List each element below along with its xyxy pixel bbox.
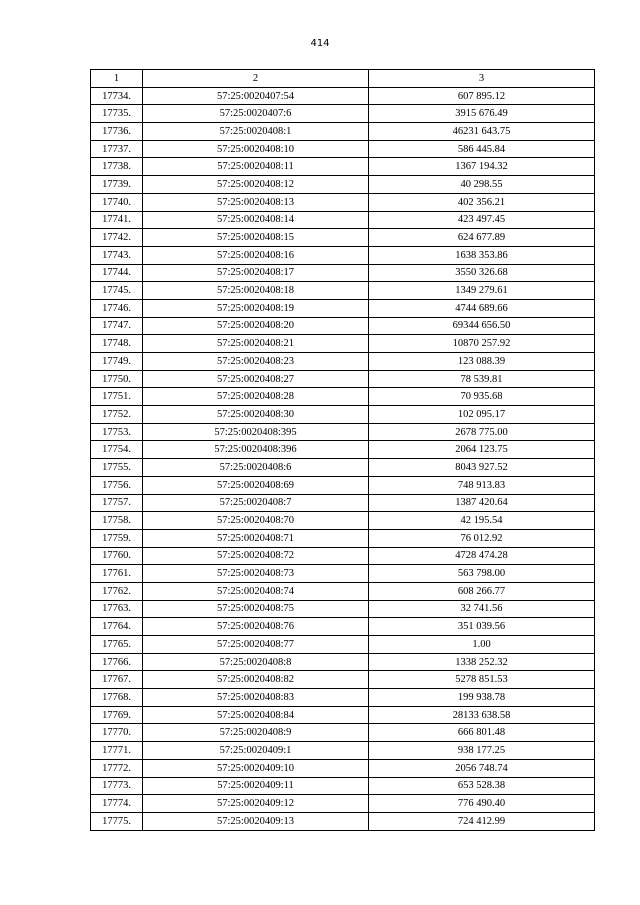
cadastral-value-cell: 748 913.83 [369, 476, 595, 494]
cadastral-value-cell: 4728 474.28 [369, 547, 595, 565]
row-index-cell: 17739. [91, 176, 143, 194]
cadastral-value-cell: 1367 194.32 [369, 158, 595, 176]
row-index-cell: 17757. [91, 494, 143, 512]
table-row [91, 689, 595, 707]
row-index-cell: 17751. [91, 388, 143, 406]
row-index-cell: 17744. [91, 264, 143, 282]
column-header-value: 3 [369, 70, 595, 88]
cadastral-number-cell: 57:25:0020408:10 [143, 140, 369, 158]
cadastral-number-cell: 57:25:0020408:395 [143, 423, 369, 441]
cadastral-value-cell: 46231 643.75 [369, 123, 595, 141]
row-index-cell: 17761. [91, 565, 143, 583]
cadastral-number-cell: 57:25:0020408:15 [143, 229, 369, 247]
row-index-cell: 17746. [91, 299, 143, 317]
cadastral-value-cell: 8043 927.52 [369, 459, 595, 477]
table-row [91, 370, 595, 388]
table-row [91, 335, 595, 353]
row-index-cell: 17735. [91, 105, 143, 123]
table-header-row [91, 70, 595, 88]
cadastral-number-cell: 57:25:0020408:9 [143, 724, 369, 742]
cadastral-value-cell: 563 798.00 [369, 565, 595, 583]
table-row [91, 512, 595, 530]
cadastral-value-cell: 76 012.92 [369, 529, 595, 547]
table-row [91, 724, 595, 742]
table-row [91, 388, 595, 406]
table-row [91, 423, 595, 441]
cadastral-number-cell: 57:25:0020408:82 [143, 671, 369, 689]
cadastral-number-cell: 57:25:0020408:8 [143, 653, 369, 671]
cadastral-number-cell: 57:25:0020408:28 [143, 388, 369, 406]
cadastral-number-cell: 57:25:0020409:11 [143, 777, 369, 795]
row-index-cell: 17749. [91, 353, 143, 371]
cadastral-value-cell: 1338 252.32 [369, 653, 595, 671]
row-index-cell: 17736. [91, 123, 143, 141]
row-index-cell: 17766. [91, 653, 143, 671]
cadastral-number-cell: 57:25:0020409:10 [143, 759, 369, 777]
cadastral-value-cell: 70 935.68 [369, 388, 595, 406]
cadastral-number-cell: 57:25:0020409:1 [143, 742, 369, 760]
cadastral-value-cell: 199 938.78 [369, 689, 595, 707]
row-index-cell: 17772. [91, 759, 143, 777]
row-index-cell: 17750. [91, 370, 143, 388]
table-row [91, 87, 595, 105]
cadastral-number-cell: 57:25:0020408:72 [143, 547, 369, 565]
row-index-cell: 17767. [91, 671, 143, 689]
cadastral-value-cell: 351 039.56 [369, 618, 595, 636]
table-row [91, 812, 595, 830]
cadastral-value-cell: 3550 326.68 [369, 264, 595, 282]
table-row [91, 636, 595, 654]
table-body [91, 87, 595, 830]
cadastral-number-cell: 57:25:0020407:54 [143, 87, 369, 105]
row-index-cell: 17760. [91, 547, 143, 565]
cadastral-value-cell: 653 528.38 [369, 777, 595, 795]
cadastral-value-cell: 78 539.81 [369, 370, 595, 388]
cadastral-value-cell: 938 177.25 [369, 742, 595, 760]
cadastral-value-cell: 1349 279.61 [369, 282, 595, 300]
row-index-cell: 17770. [91, 724, 143, 742]
cadastral-number-cell: 57:25:0020409:12 [143, 795, 369, 813]
row-index-cell: 17755. [91, 459, 143, 477]
cadastral-number-cell: 57:25:0020408:20 [143, 317, 369, 335]
cadastral-number-cell: 57:25:0020408:12 [143, 176, 369, 194]
cadastral-number-cell: 57:25:0020408:74 [143, 582, 369, 600]
table-row [91, 353, 595, 371]
table-row [91, 618, 595, 636]
cadastral-number-cell: 57:25:0020408:76 [143, 618, 369, 636]
row-index-cell: 17747. [91, 317, 143, 335]
table-row [91, 406, 595, 424]
table-row [91, 529, 595, 547]
cadastral-value-cell: 402 356.21 [369, 193, 595, 211]
cadastral-value-cell: 1.00 [369, 636, 595, 654]
table-row [91, 706, 595, 724]
cadastral-number-cell: 57:25:0020408:6 [143, 459, 369, 477]
cadastral-value-cell: 423 497.45 [369, 211, 595, 229]
cadastral-number-cell: 57:25:0020408:21 [143, 335, 369, 353]
cadastral-number-cell: 57:25:0020408:13 [143, 193, 369, 211]
cadastral-number-cell: 57:25:0020408:396 [143, 441, 369, 459]
row-index-cell: 17748. [91, 335, 143, 353]
row-index-cell: 17741. [91, 211, 143, 229]
cadastral-number-cell: 57:25:0020408:83 [143, 689, 369, 707]
cadastral-number-cell: 57:25:0020408:30 [143, 406, 369, 424]
cadastral-value-cell: 776 490.40 [369, 795, 595, 813]
row-index-cell: 17765. [91, 636, 143, 654]
row-index-cell: 17752. [91, 406, 143, 424]
row-index-cell: 17764. [91, 618, 143, 636]
cadastral-value-cell: 666 801.48 [369, 724, 595, 742]
cadastral-value-cell: 724 412.99 [369, 812, 595, 830]
table-row [91, 123, 595, 141]
row-index-cell: 17754. [91, 441, 143, 459]
cadastral-number-cell: 57:25:0020408:27 [143, 370, 369, 388]
cadastral-value-table [90, 69, 595, 831]
row-index-cell: 17737. [91, 140, 143, 158]
table-row [91, 494, 595, 512]
row-index-cell: 17758. [91, 512, 143, 530]
table-row [91, 759, 595, 777]
cadastral-value-cell: 2064 123.75 [369, 441, 595, 459]
cadastral-value-cell: 42 195.54 [369, 512, 595, 530]
row-index-cell: 17759. [91, 529, 143, 547]
row-index-cell: 17742. [91, 229, 143, 247]
row-index-cell: 17745. [91, 282, 143, 300]
table-row [91, 459, 595, 477]
table-row [91, 795, 595, 813]
cadastral-number-cell: 57:25:0020408:19 [143, 299, 369, 317]
table-row [91, 299, 595, 317]
cadastral-number-cell: 57:25:0020408:18 [143, 282, 369, 300]
table-row [91, 264, 595, 282]
cadastral-number-cell: 57:25:0020408:77 [143, 636, 369, 654]
table-row [91, 246, 595, 264]
cadastral-number-cell: 57:25:0020408:73 [143, 565, 369, 583]
table-row [91, 317, 595, 335]
cadastral-value-cell: 123 088.39 [369, 353, 595, 371]
cadastral-value-cell: 3915 676.49 [369, 105, 595, 123]
table-row [91, 229, 595, 247]
cadastral-number-cell: 57:25:0020408:84 [143, 706, 369, 724]
table-row [91, 582, 595, 600]
cadastral-number-cell: 57:25:0020408:16 [143, 246, 369, 264]
cadastral-number-cell: 57:25:0020408:7 [143, 494, 369, 512]
page-number: 414 [310, 38, 330, 49]
cadastral-value-cell: 5278 851.53 [369, 671, 595, 689]
cadastral-value-cell: 586 445.84 [369, 140, 595, 158]
table-row [91, 547, 595, 565]
cadastral-value-cell: 69344 656.50 [369, 317, 595, 335]
row-index-cell: 17774. [91, 795, 143, 813]
table-row [91, 282, 595, 300]
row-index-cell: 17734. [91, 87, 143, 105]
cadastral-number-cell: 57:25:0020408:23 [143, 353, 369, 371]
table-row [91, 105, 595, 123]
row-index-cell: 17771. [91, 742, 143, 760]
row-index-cell: 17756. [91, 476, 143, 494]
table-row [91, 742, 595, 760]
row-index-cell: 17775. [91, 812, 143, 830]
cadastral-value-cell: 102 095.17 [369, 406, 595, 424]
cadastral-value-cell: 1387 420.64 [369, 494, 595, 512]
cadastral-value-cell: 4744 689.66 [369, 299, 595, 317]
row-index-cell: 17769. [91, 706, 143, 724]
column-header-cadastral-number: 2 [143, 70, 369, 88]
table-row [91, 441, 595, 459]
table-row [91, 158, 595, 176]
cadastral-value-cell: 10870 257.92 [369, 335, 595, 353]
table-row [91, 211, 595, 229]
cadastral-value-cell: 607 895.12 [369, 87, 595, 105]
cadastral-number-cell: 57:25:0020409:13 [143, 812, 369, 830]
table-row [91, 140, 595, 158]
cadastral-value-cell: 1638 353.86 [369, 246, 595, 264]
table-row [91, 671, 595, 689]
cadastral-value-cell: 28133 638.58 [369, 706, 595, 724]
table-row [91, 600, 595, 618]
table-row [91, 565, 595, 583]
table-row [91, 176, 595, 194]
cadastral-number-cell: 57:25:0020408:70 [143, 512, 369, 530]
cadastral-number-cell: 57:25:0020407:6 [143, 105, 369, 123]
cadastral-value-cell: 2678 775.00 [369, 423, 595, 441]
cadastral-number-cell: 57:25:0020408:1 [143, 123, 369, 141]
column-header-index: 1 [91, 70, 143, 88]
row-index-cell: 17763. [91, 600, 143, 618]
cadastral-number-cell: 57:25:0020408:14 [143, 211, 369, 229]
row-index-cell: 17740. [91, 193, 143, 211]
cadastral-value-cell: 624 677.89 [369, 229, 595, 247]
row-index-cell: 17743. [91, 246, 143, 264]
table-row [91, 476, 595, 494]
cadastral-value-cell: 32 741.56 [369, 600, 595, 618]
cadastral-number-cell: 57:25:0020408:71 [143, 529, 369, 547]
table-row [91, 777, 595, 795]
row-index-cell: 17762. [91, 582, 143, 600]
row-index-cell: 17768. [91, 689, 143, 707]
table-row [91, 653, 595, 671]
row-index-cell: 17738. [91, 158, 143, 176]
row-index-cell: 17773. [91, 777, 143, 795]
cadastral-value-cell: 608 266.77 [369, 582, 595, 600]
cadastral-value-cell: 2056 748.74 [369, 759, 595, 777]
cadastral-number-cell: 57:25:0020408:11 [143, 158, 369, 176]
cadastral-number-cell: 57:25:0020408:69 [143, 476, 369, 494]
row-index-cell: 17753. [91, 423, 143, 441]
cadastral-number-cell: 57:25:0020408:17 [143, 264, 369, 282]
cadastral-number-cell: 57:25:0020408:75 [143, 600, 369, 618]
cadastral-value-cell: 40 298.55 [369, 176, 595, 194]
table-row [91, 193, 595, 211]
